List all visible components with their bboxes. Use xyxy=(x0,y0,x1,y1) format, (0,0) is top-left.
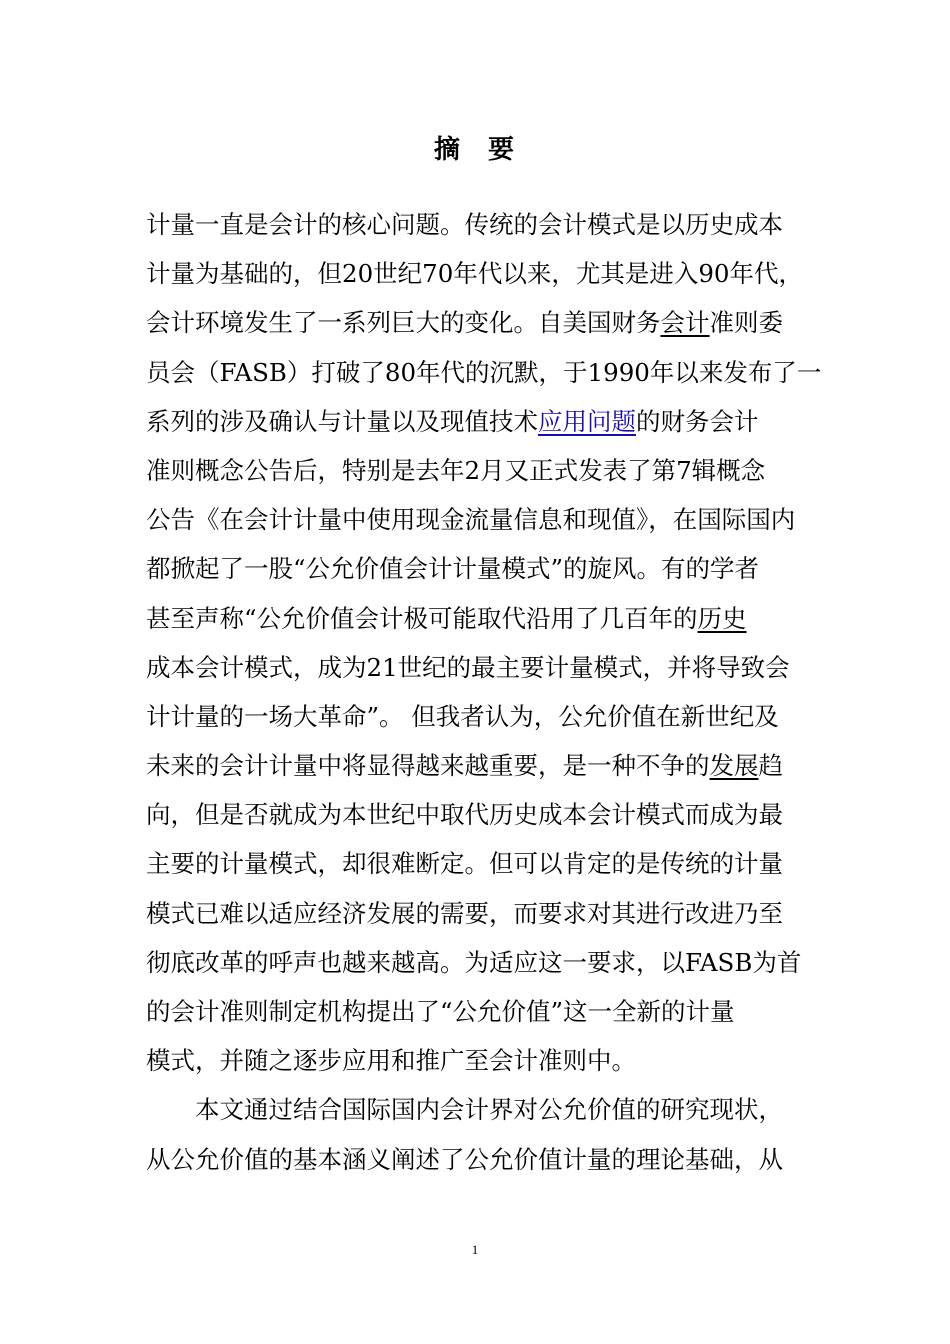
text-line-2: 计量为基础的，但20世纪70年代以来，尤其是进入90年代， xyxy=(146,259,804,289)
text-line-17: 的会计准则制定机构提出了“公允价值”这一全新的计量 xyxy=(146,997,735,1026)
text-segment: 趋 xyxy=(758,751,783,781)
text-line-19: 本文通过结合国际国内会计界对公允价值的研究现状， xyxy=(195,1095,783,1125)
text-line-13: 向，但是否就成为本世纪中取代历史成本会计模式而成为最 xyxy=(146,800,783,830)
text-line-16: 彻底改革的呼声也越来越高。为适应这一要求，以FASB为首 xyxy=(146,947,802,977)
text-segment: 甚至声称“公允价值会计极可能取代沿用了几百年的 xyxy=(146,603,698,633)
link-yingyong-wenti[interactable]: 应用问题 xyxy=(538,406,636,436)
text-line-14: 主要的计量模式，却很难断定。但可以肯定的是传统的计量 xyxy=(146,849,783,879)
text-line-6: 准则概念公告后，特别是去年2月又正式发表了第7辑概念 xyxy=(146,455,766,485)
text-line-11: 计计量的一场大革命”。 但我者认为，公允价值在新世纪及 xyxy=(146,701,779,731)
text-line-1: 计量一直是会计的核心问题。传统的会计模式是以历史成本 xyxy=(146,210,783,239)
text-line-8: 都掀起了一股“公允价值会计计量模式”的旋风。有的学者 xyxy=(146,554,760,584)
text-line-10: 成本会计模式，成为21世纪的最主要计量模式，并将导致会 xyxy=(146,652,790,682)
text-line-15: 模式已难以适应经济发展的需要，而要求对其进行改进乃至 xyxy=(146,898,783,928)
link-fazhan[interactable]: 发展 xyxy=(709,751,759,781)
text-segment: 准则委 xyxy=(709,308,783,338)
title-char-1: 摘 xyxy=(433,135,462,165)
text-segment: 系列的涉及确认与计量以及现值技术 xyxy=(146,406,538,436)
text-line-7: 公告《在会计计量中使用现金流量信息和现值》，在国际国内 xyxy=(146,505,796,535)
link-lishi[interactable]: 历史 xyxy=(697,603,747,633)
text-line-20: 从公允价值的基本涵义阐述了公允价值计量的理论基础，从 xyxy=(146,1144,783,1174)
text-line-5 xyxy=(146,397,806,446)
page-number: 1 xyxy=(471,1242,479,1257)
text-segment: 未来的会计计量中将显得越来越重要，是一种不争的 xyxy=(146,751,710,781)
text-line-9 xyxy=(146,594,806,643)
link-kuaiji[interactable]: 会计 xyxy=(660,308,710,338)
text-segment: 的财务会计 xyxy=(636,406,759,436)
text-line-3 xyxy=(146,298,806,347)
text-line-12 xyxy=(146,741,806,790)
text-segment: 会计环境发生了一系列巨大的变化。自美国财务 xyxy=(146,308,661,338)
text-line-4: 员会（FASB）打破了80年代的沉默，于1990年以来发布了一 xyxy=(146,357,822,387)
title-char-2: 要 xyxy=(488,135,517,165)
page-title xyxy=(0,133,950,167)
text-line-18: 模式，并随之逐步应用和推广至会计准则中。 xyxy=(146,1046,636,1076)
abstract-body xyxy=(146,200,822,1184)
